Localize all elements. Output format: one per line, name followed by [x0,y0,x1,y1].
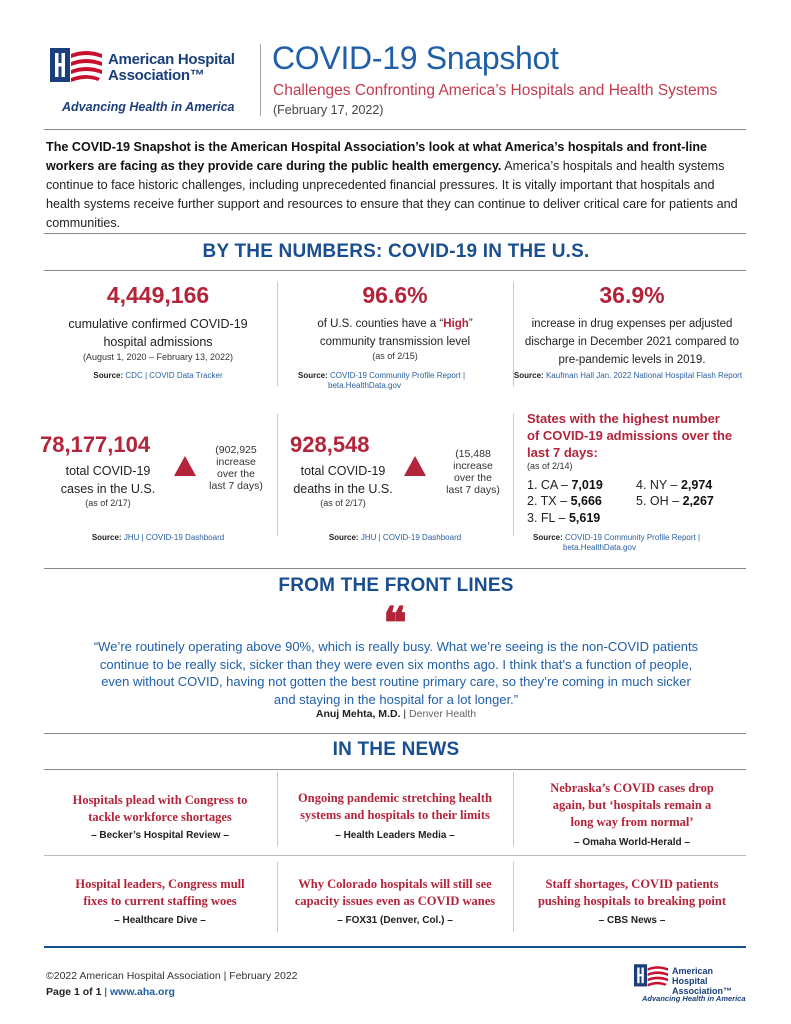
news-title-line[interactable]: Ongoing pandemic stretching health [298,791,492,805]
stat-desc-line: hospital admissions [103,335,213,349]
news-title-line[interactable]: systems and hospitals to their limits [300,808,490,822]
org-tagline: Advancing Health in America [62,100,235,114]
news-title-line[interactable]: tackle workforce shortages [88,810,232,824]
stat-value: 96.6% [362,282,428,308]
news-title-line[interactable]: pushing hospitals to breaking point [537,894,727,908]
stat-value: 4,449,166 [106,282,210,308]
state-row: 1. CA – 7,019 [527,478,603,492]
source-label: Source: [298,371,328,380]
org-name [108,52,235,84]
high-label: High [443,318,469,330]
states-heading-line: of COVID-19 admissions over the [527,428,733,443]
states-note: (as of 2/14) [527,461,573,471]
stat-source [46,533,270,542]
quote-author: Anuj Mehta, M.D. [315,708,401,720]
news-source: – Becker’s Hospital Review – [91,830,229,841]
quote-affiliation: Denver Health [409,708,477,720]
column-divider [513,862,514,932]
stat-desc-line: deaths in the U.S. [293,482,393,496]
column-divider [277,282,278,386]
website-link[interactable]: www.aha.org [110,986,175,998]
state-row: 2. TX – 5,666 [527,494,602,508]
stat-source [508,371,748,380]
news-item[interactable] [50,876,270,926]
stat-source [284,533,506,542]
stat-note: (as of 2/15) [372,351,418,361]
source-link[interactable]: JHU | COVID-19 Dashboard [360,533,462,542]
page-title: COVID-19 Snapshot [272,40,559,76]
stat-source [533,533,747,553]
stat-value: 36.9% [599,282,665,308]
intro-rest: America’s hospitals and health systems continue to face historic challenges, including unprecedented financial pressures. It is vitally important that hospitals and health systems receive further support and resources to ensure that they can continue to deliver critical care for patients and communities. [46,159,738,230]
org-tagline: Advancing Health in America [642,994,746,1003]
aha-flag-icon [634,964,668,988]
intro-bold: The COVID-19 Snapshot is the American Hospital Association’s look at what America’s hospitals and front-line workers are facing as they provide care during the public health emergency. [46,140,708,173]
stat-desc-line: increase in drug expenses per adjusted [531,318,733,330]
column-divider [513,414,514,536]
source-label: Source: [513,371,544,380]
news-title-line[interactable]: Nebraska’s COVID cases drop [550,781,714,795]
quote-mark-icon: ❝ [383,598,407,649]
source-link[interactable]: beta.HealthData.gov [328,381,401,390]
news-item[interactable] [50,792,270,841]
front-lines-quote: “We’re routinely operating above 90%, which is really busy. What we’re seeing is the non-COVID patients continue to be really sick, sicker than they were even six months ago. I think that’s a function of people, even without COVID, having not gotten the best routine primary care, so they’re coming in much sicker and staying in the hospital for a lot longer.” [93,639,699,707]
column-divider [277,862,278,932]
stat-total-deaths [290,432,396,508]
org-name-line1: American Hospital [108,51,235,68]
source-label: Source: [93,371,124,380]
news-rule [44,769,746,770]
stat-desc-line: pre-pandemic levels in 2019. [558,354,706,366]
section-rule [44,233,746,234]
front-lines-heading: FROM THE FRONT LINES [278,575,514,596]
source-label: Source: [533,533,563,542]
news-source: – Healthcare Dive – [114,915,206,926]
news-item[interactable] [284,790,506,841]
source-link[interactable]: CDC | COVID Data Tracker [125,371,223,380]
org-name-line2: Association™ [108,67,205,84]
column-divider [513,772,514,846]
stat-value: 78,177,104 [40,432,151,457]
aha-logo-footer [628,960,748,1006]
numbers-heading: BY THE NUMBERS: COVID-19 IN THE U.S. [202,241,590,262]
source-link[interactable]: COVID-19 Community Profile Report | [565,533,701,542]
quote-attribution: Anuj Mehta, M.D. | Denver Health [315,708,477,720]
news-title-line[interactable]: fixes to current staffing woes [83,894,237,908]
numbers-rule [44,270,746,271]
footer-copyright: ©2022 American Hospital Association | February 2022 [46,970,298,982]
footer-page: Page 1 of 1 | www.aha.org [46,986,175,998]
state-row: 3. FL – 5,619 [527,511,601,525]
source-link[interactable]: JHU | COVID-19 Dashboard [123,533,225,542]
org-name: American Hospital Association™ [672,966,733,996]
aha-logo [46,40,246,116]
stat-transmission [284,282,506,361]
stat-desc-line: of U.S. counties have a “High” [317,318,473,330]
stat-source [284,371,520,391]
news-title-line[interactable]: Staff shortages, COVID patients [545,877,719,891]
source-link[interactable]: Kaufman Hall Jan. 2022 National Hospital Flash Report [545,371,743,380]
states-heading-line: last 7 days: [527,445,598,460]
state-row: 5. OH – 2,267 [636,494,714,508]
stat-note: (as of 2/17) [320,498,366,508]
stat-source [46,371,270,380]
page-date: (February 17, 2022) [273,103,384,117]
state-row: 4. NY – 2,974 [636,478,713,492]
page-subtitle: Challenges Confronting America’s Hospitals and Health Systems [273,82,718,99]
news-title-line[interactable]: Hospitals plead with Congress to [72,793,248,807]
header-divider [260,44,261,116]
news-source: – Omaha World-Herald – [574,837,690,848]
source-link[interactable]: beta.HealthData.gov [563,543,636,552]
increase-triangle-icon [174,456,196,476]
increase-note: (902,925 increase over the last 7 days) [209,444,263,492]
stat-drug-expenses [518,282,746,369]
news-item[interactable] [518,780,746,848]
section-rule [44,568,746,569]
increase-note: (15,488 increase over the last 7 days) [446,448,500,496]
news-item[interactable] [284,876,506,926]
intro-paragraph [46,138,746,233]
aha-flag-icon [50,48,102,84]
stat-desc-line: cumulative confirmed COVID-19 [68,317,248,331]
news-heading: IN THE NEWS [332,739,460,760]
stat-value: 928,548 [290,432,370,457]
news-row-rule [44,855,746,856]
news-source: – CBS News – [598,915,666,926]
stat-desc-line: cases in the U.S. [60,482,156,496]
news-source: – FOX31 (Denver, Col.) – [337,915,453,926]
column-divider [277,772,278,846]
stat-desc-line: total COVID-19 [65,464,151,478]
news-item[interactable] [518,876,746,926]
stat-note: (August 1, 2020 – February 13, 2022) [82,352,234,362]
footer-rule [44,946,746,948]
news-title-line[interactable]: capacity issues even as COVID wanes [294,894,496,908]
source-label: Source: [91,533,122,542]
news-source: – Health Leaders Media – [335,830,455,841]
stat-admissions [46,282,270,362]
source-label: Source: [328,533,359,542]
states-heading-line: States with the highest number [527,411,720,426]
stat-total-cases [40,432,176,508]
stat-desc-line: discharge in December 2021 compared to [524,336,740,348]
news-title-line[interactable]: Hospital leaders, Congress mull [75,877,245,891]
increase-triangle-icon [404,456,426,476]
source-link[interactable]: COVID-19 Community Profile Report | [330,371,466,380]
stat-note: (as of 2/17) [85,498,131,508]
states-panel [527,410,747,471]
stat-desc-line: total COVID-19 [300,464,386,478]
news-title-line[interactable]: again, but ‘hospitals remain a [552,798,712,812]
section-rule [44,733,746,734]
page-number: Page 1 of 1 [46,986,102,998]
news-title-line[interactable]: Why Colorado hospitals will still see [298,877,492,891]
stat-desc-line: community transmission level [319,336,471,348]
header-rule [44,129,746,130]
news-title-line[interactable]: long way from normal’ [570,815,694,829]
column-divider [277,414,278,536]
